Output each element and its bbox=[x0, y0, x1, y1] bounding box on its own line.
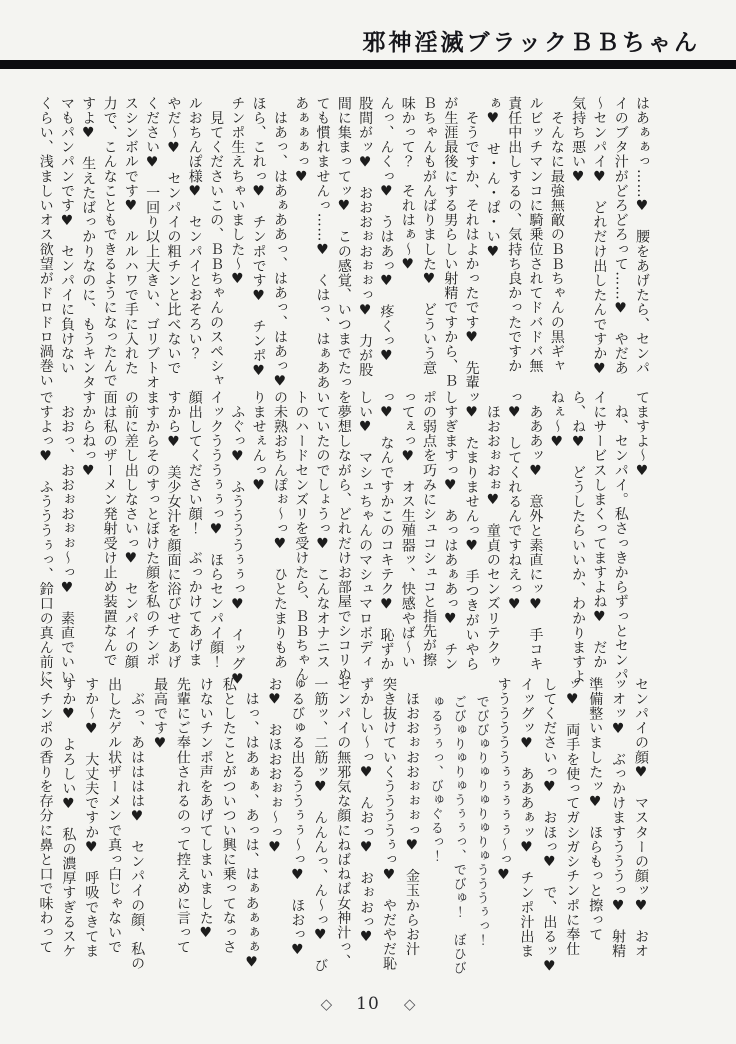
text-column: っ♥ なんですかこのコキテク♥ 恥ずか bbox=[378, 390, 395, 672]
text-column: イのブタ汁がどろどろって……♥ やだあ bbox=[612, 96, 629, 376]
text-column: 味かって？ それはぁ～♥ bbox=[399, 96, 416, 274]
text-column: 責任中出しするの、気持ち良かったですか bbox=[506, 96, 523, 374]
text-band-top bbox=[34, 96, 652, 394]
text-column: の前に差し出しなさいっ♥ センパイの顔 bbox=[122, 390, 139, 670]
text-column: あああッ♥ 意外と素直にッ♥ 手コキ bbox=[527, 390, 544, 672]
text-column: りませぇんっ♥ bbox=[250, 390, 267, 495]
text-column: ゅるびゅる出るううぅぅ～っ♥ ほおっ♥ bbox=[289, 677, 306, 959]
text-column: いていたのでしょうっ♥ こんなオナニス bbox=[314, 390, 331, 670]
text-column: の未熟おちんぽぉ～っ♥ ひとたまりもあ bbox=[271, 390, 288, 670]
text-column: すか♥ よろしい♥ 私の濃厚すぎるスケ bbox=[60, 677, 77, 959]
text-column: 気持ち悪い♥ bbox=[570, 96, 587, 186]
text-column: ずかしい～っ♥ んおっ♥ おぉおっ♥ bbox=[358, 677, 375, 946]
text-column: すから♥ 美少女汁を顔面に浴びせてあげ bbox=[165, 390, 182, 670]
text-column: スシンボルです♥ ルルハワで手に入れた bbox=[122, 96, 139, 376]
text-column: はっ、はあぁぁ、あっは、はぁあぁぁぁ♥ bbox=[243, 677, 260, 971]
header-divider-bar bbox=[0, 60, 736, 69]
text-column: マもパンパンです♥ センパイに負けない bbox=[58, 96, 75, 376]
text-column: してくださいっ♥ おほっ♥ で、出るッ♥ bbox=[541, 677, 558, 975]
text-column: ほおおぉおぉ♥ 童貞のセンズリテクゥ bbox=[484, 390, 501, 670]
text-column: おおっ、おおぉおぉぉ～っ♥ 素直でいい bbox=[58, 390, 75, 684]
text-column: ら、ね♥ どうしたらいいか、わかりますよ bbox=[570, 390, 587, 684]
text-column: くらい、浅ましいオス欲望がドロドロ渦巻い bbox=[37, 96, 54, 388]
text-column: すか～♥ 大丈夫ですか♥ 呼吸できてま bbox=[83, 677, 100, 959]
text-column: 出したゲル状ザーメンで真っ白じゃないで bbox=[106, 677, 123, 955]
text-column: けないチンポ声をあげてしまいました♥ bbox=[197, 677, 214, 942]
sfx-text-column: でびびゅりゅりゅりゅりゅうううぅっ！ bbox=[473, 695, 489, 947]
text-column: やだ～♥ センパイの粗チンと比べないで bbox=[165, 96, 182, 376]
text-column: しい♥ マシュちゃんのマシュマロボディ bbox=[357, 390, 374, 670]
text-column: ぁ♥ せ・ん・ぱ・い♥ bbox=[484, 96, 501, 261]
text-column: しすぎますっ♥ あっはあぁあっ♥ チン bbox=[442, 390, 459, 672]
text-column: イックうううぅぅっ♥ ほらセンパイ顔！ bbox=[208, 390, 225, 670]
text-column: ね、センパイ。私さっきからずっとセンパ bbox=[612, 390, 629, 682]
text-column: トのハードセンズリを受けたら、ＢＢちゃん bbox=[293, 390, 310, 682]
page-footer bbox=[0, 994, 736, 1014]
text-column: ～センパイ♥ どれだけ出したんですか♥ bbox=[591, 96, 608, 378]
text-column: を夢想しながら、どれだけお部屋でシコリぬ bbox=[335, 390, 352, 682]
text-column: そんなに最強無敵のＢＢちゃんの黒ギャ bbox=[548, 96, 565, 374]
text-column: イにサービスしまくってますよね♥ だか bbox=[591, 390, 608, 670]
text-column: ポの弱点を巧みにシュコシュコと指先が擦 bbox=[421, 390, 438, 668]
text-column: 間に集まってッ♥ この感覚、いつまでたっ bbox=[335, 96, 352, 390]
text-column: あぁぁぁっ♥ bbox=[293, 96, 310, 186]
text-column: 最高です♥ bbox=[151, 677, 168, 752]
text-column: ってぇっ♥ オス生殖器ッ、快感やば～い bbox=[399, 390, 416, 670]
text-column: 面は私のザーメン発射受け止め装置なんで bbox=[101, 390, 118, 668]
text-column: ぶっ、あはははは♥ センパイの顔、私の bbox=[129, 677, 146, 971]
text-column: すよ♥ 生えたばっかりなのに、もうキンタ bbox=[80, 96, 97, 390]
text-column: 先輩にご奉仕されるのって控えめに言って bbox=[174, 677, 191, 955]
text-column: はあぁぁっ……♥ 腰をあげたら、センパ bbox=[634, 96, 650, 376]
text-column: 私としたことがついつい興に乗ってなっさ bbox=[220, 677, 237, 955]
text-column: 準備整いましたッ♥ ほらもっと擦って bbox=[587, 677, 604, 942]
text-column: ふぐっ♥ ふううううぅぅっ♥ イッグ♥ bbox=[229, 390, 246, 688]
sfx-text-column: ゅるうぅっ、びゅぐるっ！ bbox=[427, 695, 443, 863]
sfx-text-column: ごびゅりゅりゅうぅぅっ、でびゅ！ ぼひび bbox=[450, 695, 466, 975]
text-column: ッ♥ 両手を使ってガシガシチンポに奉仕 bbox=[564, 677, 581, 957]
text-column: ほおおぉおおぉぉぉっ♥ 金玉からお汁 bbox=[403, 677, 420, 957]
text-column: ても慣れませんっ……♥ くはっ、はぁああ bbox=[314, 96, 331, 390]
text-column: ルビッチマンコに騎乗位されてドバドバ無 bbox=[527, 96, 544, 374]
text-band-bottom bbox=[34, 677, 652, 975]
text-column: すうううううぅぅぅぅぅ～っ♥ bbox=[495, 677, 512, 884]
text-band-middle bbox=[34, 390, 652, 688]
footer-diamond-left-icon: ◇ bbox=[320, 995, 333, 1013]
text-column: 力で、こんなこともできるようになったんで bbox=[101, 96, 118, 388]
text-column: そうですか、それはよかったです♥ 先輩 bbox=[463, 96, 480, 390]
text-column: てますよ～♥ bbox=[634, 390, 650, 480]
page-number: 10 bbox=[356, 994, 380, 1014]
text-column: イッグッ♥ あああぁッ♥ チンポ汁出ま bbox=[518, 677, 535, 959]
text-column: センパイの顔♥ マスターの顔ッ♥ おオ bbox=[633, 677, 649, 959]
text-column: ねぇ～♥ bbox=[548, 390, 565, 451]
text-column: 顔出してください顔！ ぶっかけてあげま bbox=[186, 390, 203, 668]
footer-diamond-right-icon: ◇ bbox=[403, 995, 416, 1013]
text-column: ッオッ♥ ぶっかけますうううっ♥ 射精 bbox=[610, 677, 627, 959]
text-column: ベチンポの香りを存分に鼻と口で味わって bbox=[37, 677, 54, 955]
text-column: ルおちんぽ様♥ センパイとおそろい？ bbox=[186, 96, 203, 361]
text-column: 突き抜けていくううううぅっ♥ やだやだ恥 bbox=[381, 677, 398, 971]
text-column: ますからそのすっとぼけた顔を私のチンポ bbox=[144, 390, 161, 668]
text-column: お♥ おほおおぉぉ～っ♥ bbox=[266, 677, 283, 857]
text-column: ください♥ 一回り以上大きい、ゴリブトオ bbox=[144, 96, 161, 390]
text-column: んっ、んくっ♥ うはあっ♥ 疼くっ♥ bbox=[378, 96, 395, 365]
text-column: はあっ、はあぁああっ、はあっ、はあっ♥ bbox=[271, 96, 288, 390]
text-column: ですよっ♥ ふうううぅっ、鈴口の真ん前に bbox=[37, 390, 54, 684]
text-column: 股間がッ♥ おおおぉおぉぉっ♥ 力が股 bbox=[357, 96, 374, 378]
text-column: っ♥ してくれるんですねえっ♥ bbox=[506, 390, 523, 613]
text-column: すからねっ♥ bbox=[80, 390, 97, 480]
text-column: ほら、これっ♥ チンポです♥ チンポ♥ bbox=[250, 96, 267, 380]
text-column: が生涯最後にする男らしい射精ですから、Ｂ bbox=[442, 96, 459, 388]
text-column: 見てくださいこの、ＢＢちゃんのスペシャ bbox=[208, 96, 225, 388]
text-column: ッ♥ たまりませんっ♥ 手つきがいやら bbox=[463, 390, 480, 672]
text-column: Ｂちゃんもがんばりました♥ どういう意 bbox=[421, 96, 438, 376]
page-title: 邪神淫滅ブラックＢＢちゃん bbox=[362, 29, 700, 56]
text-column: 一筋ッ、二筋ッ♥ んんんっ、ん～っ♥ び bbox=[312, 677, 329, 973]
text-column: センパイの無邪気な顔にねばねば女神汁っ、 bbox=[335, 677, 352, 969]
text-column: チンポ生えちゃいました～♥ bbox=[229, 96, 246, 288]
